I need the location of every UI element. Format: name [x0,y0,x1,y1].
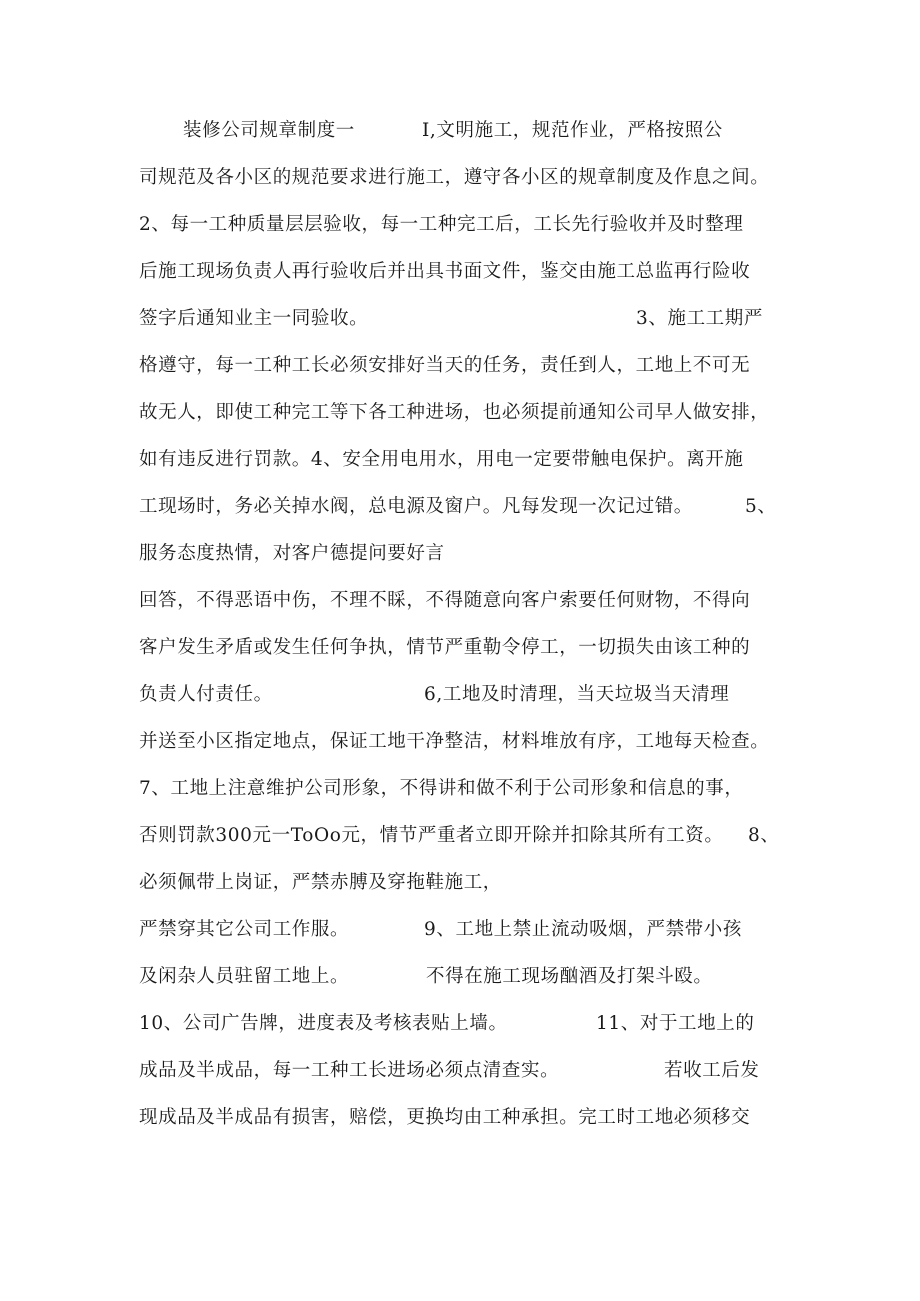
text-segment: 5、 [745,496,777,517]
text-segment: 故无人，即使工种完工等下各工种进场，也必须提前通知公司早人做安排， [139,402,770,423]
text-segment: 回答，不得恶语中伤，不理不睬，不得随意向客户索要任何财物，不得向 [139,590,751,611]
text-line [0,1098,920,1138]
text-line [0,393,920,433]
text-segment: 若收工后发 [664,1060,760,1081]
text-segment: 3、施工工期严 [636,308,763,329]
text-line [0,487,920,527]
text-segment: 10、公司广告牌，进度表及考核表贴上墙。 [139,1013,508,1034]
text-line [0,1051,920,1091]
text-segment: 严禁穿其它公司工作服。 [139,919,350,940]
text-segment: 及闲杂人员驻留工地上。 [139,966,350,987]
text-line [0,957,920,997]
text-segment: 9、工地上禁止流动吸烟，严禁带小孩 [424,919,742,940]
text-line [0,440,920,480]
text-line [0,581,920,621]
text-line [0,534,920,574]
text-segment: 8、 [748,825,780,846]
text-segment: 必须佩带上岗证，严禁赤膊及穿拖鞋施工， [139,872,502,893]
text-line [0,346,920,386]
text-segment: I,文明施工，规范作业，严格按照公 [422,120,723,141]
text-line [0,910,920,950]
text-line [0,628,920,668]
text-line [0,299,920,339]
text-line [0,769,920,809]
text-segment: 否则罚款300元一ToOo元，情节严重者立即开除并扣除其所有工资。 [139,825,724,846]
text-segment: 现成品及半成品有损害，赔偿，更换均由工种承担。完工时工地必须移交 [139,1107,751,1128]
text-line [0,158,920,198]
text-line [0,205,920,245]
text-segment: 11、对于工地上的 [596,1013,755,1034]
text-segment: 负责人付责任。 [139,684,273,705]
text-line [0,816,920,856]
text-segment: 不得在施工现场酗酒及打架斗殴。 [426,966,713,987]
text-line [0,1004,920,1044]
text-segment: 工现场时，务必关掉水阀，总电源及窗户。凡每发现一次记过错。 [139,496,693,517]
text-segment: 如有违反进行罚款。4、安全用电用水，用电一定要带触电保护。离开施 [139,449,744,470]
text-line [0,252,920,292]
text-line [0,111,920,151]
text-segment: 司规范及各小区的规范要求进行施工，遵守各小区的规章制度及作息之间。 [139,167,770,188]
text-segment: 6,工地及时清理，当天垃圾当天清理 [424,684,730,705]
document-title: 装修公司规章制度一 [183,120,355,141]
text-segment: 成品及半成品，每一工种工长进场必须点清查实。 [139,1060,560,1081]
text-segment: 格遵守，每一工种工长必须安排好当天的任务，责任到人，工地上不可无 [139,355,751,376]
text-segment: 客户发生矛盾或发生任何争执，情节严重勒令停工，一切损失由该工种的 [139,637,751,658]
text-line [0,863,920,903]
text-segment: 后施工现场负责人再行验收后并出具书面文件，鉴交由施工总监再行险收 [139,261,751,282]
text-segment: 签字后通知业主一同验收。 [139,308,369,329]
text-segment: 7、工地上注意维护公司形象，不得讲和做不利于公司形象和信息的事， [139,778,744,799]
text-segment: 服务态度热情，对客户德提问要好言 [139,543,445,564]
text-segment: 并送至小区指定地点，保证工地干净整洁，材料堆放有序，工地每天检查。 [139,731,770,752]
text-line [0,675,920,715]
text-segment: 2、每一工种质量层层验收，每一工种完工后，工长先行验收并及时整理 [139,214,744,235]
text-line [0,722,920,762]
